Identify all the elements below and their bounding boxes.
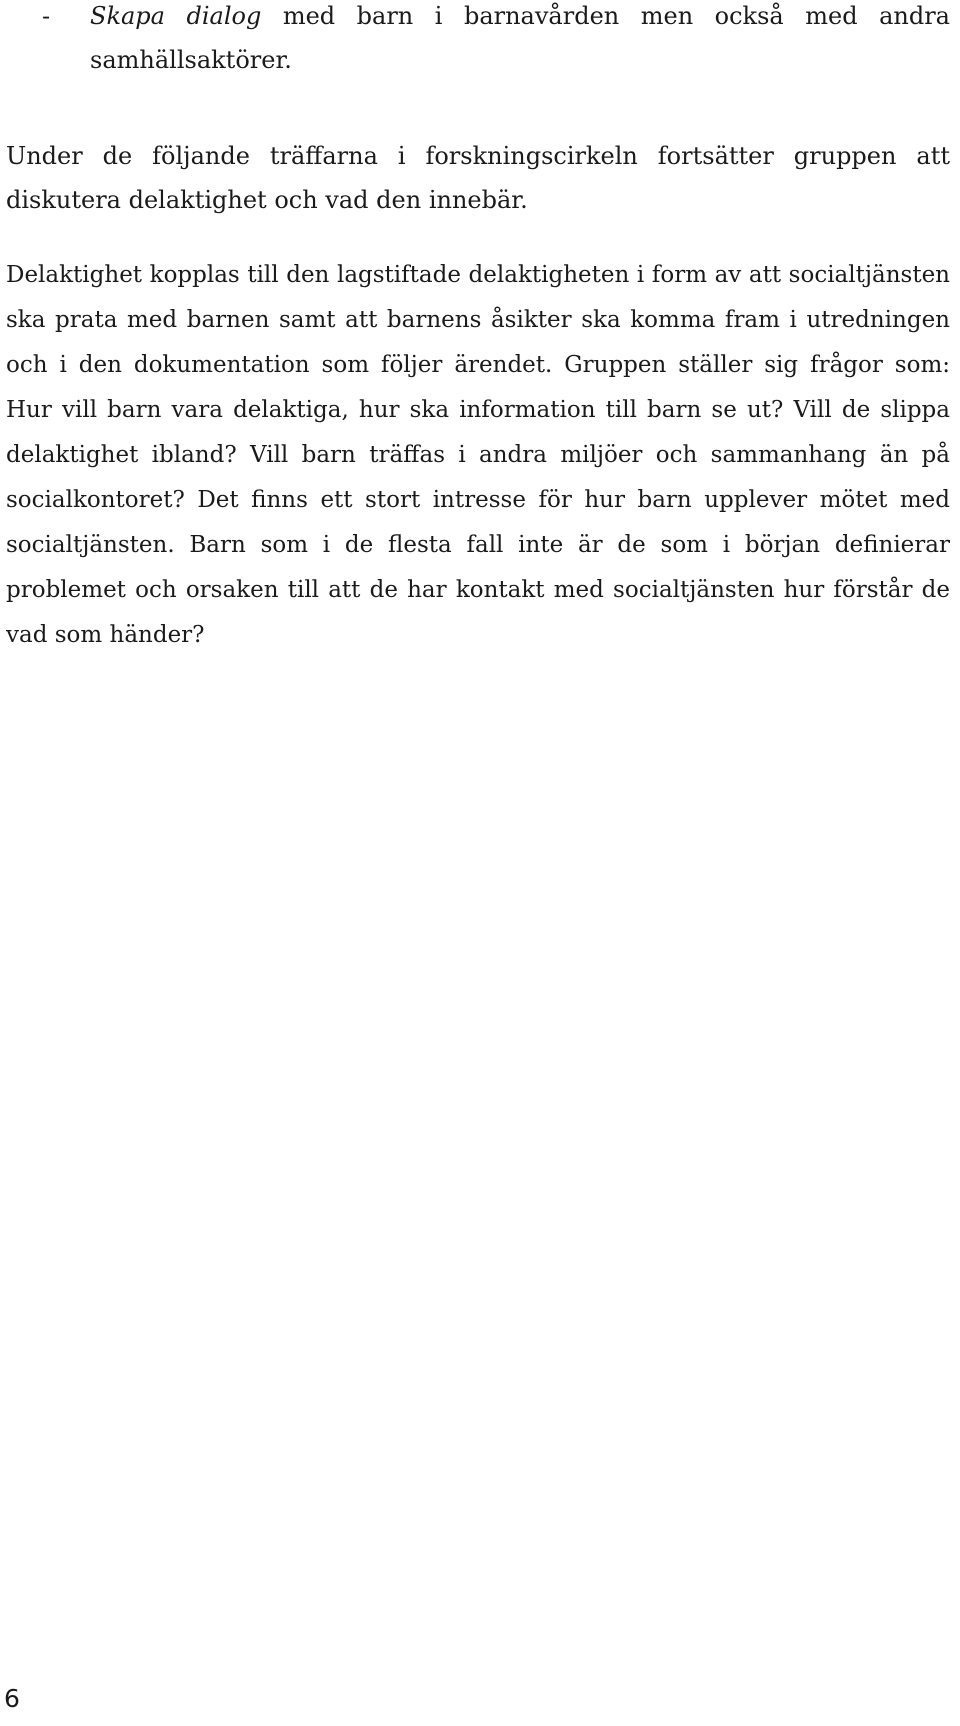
bullet-text xyxy=(90,0,950,82)
bullet-body-text: med barn i barnavården men också med andra samhällsaktörer. xyxy=(90,2,950,74)
bullet-marker: - xyxy=(42,2,51,30)
page-number: 6 xyxy=(4,1684,20,1713)
bullet-italic-text: Skapa dialog xyxy=(90,2,262,30)
paragraph-2: Delaktighet kopplas till den lagstiftade delaktigheten i form av att socialtjänsten ska prata med barnen samt att barnens åsikter ska komma fram i utredningen och i den dokumentation som följer ärendet. Gruppen ställer sig frågor som: Hur vill barn vara delaktiga, hur ska information till barn se ut? Vill de slippa delaktighet ibland? Vill barn träffas i andra miljöer och sammanhang än på socialkontoret? Det finns ett stort intresse för hur barn upplever mötet med socialtjänsten. Barn som i de flesta fall inte är de som i början definierar problemet och orsaken till att de har kontakt med socialtjänsten hur förstår de vad som händer? xyxy=(6,262,950,648)
paragraph-1: Under de följande träffarna i forskningscirkeln fortsätter gruppen att diskutera delaktighet och vad den innebär. xyxy=(6,142,950,214)
bullet-item xyxy=(6,0,950,82)
